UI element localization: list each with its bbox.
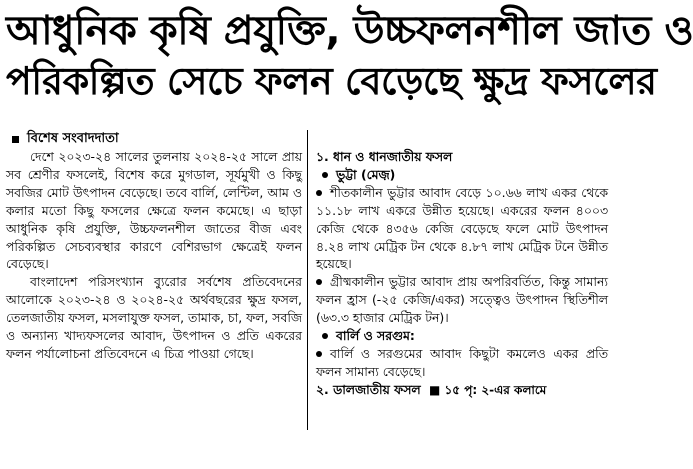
barley-heading-text: বার্লি ও সরগুম:: [336, 328, 415, 344]
maize-winter-item: [316, 184, 608, 274]
byline: [12, 129, 119, 150]
continued-note: ■ ১৫ পৃ: ২-এর কলামে: [428, 382, 547, 397]
bullet-dot-icon: [316, 279, 322, 285]
maize-heading: [316, 166, 608, 184]
square-bullet-icon: [12, 136, 19, 143]
section-heading-2-text: ২. ডালজাতীয় ফসল: [316, 381, 421, 397]
byline-text: বিশেষ সংবাদদাতা: [27, 131, 119, 146]
column-divider: [307, 130, 308, 430]
section-heading-1: ১. ধান ও ধানজাতীয় ফসল: [316, 149, 453, 164]
barley-item: [316, 345, 608, 381]
maize-summer-text: গ্রীষ্মকালীন ভুট্টার আবাদ প্রায় অপরিবর্তিত, কিন্তু সামান্য ফলন হ্রাস (-২৫ কেজি/একর) সত্ত্বেও উৎপাদন স্থিতিশীল (৬৩.৩ হাজার মেট্রিক টন)।: [316, 274, 608, 326]
maize-winter-text: শীতকালীন ভুট্টার আবাদ বেড়ে ১০.৬৬ লাখ একর থেকে ১১.১৮ লাখ একরে উন্নীত হয়েছে। একরের ফলন ৪০০৩ কেজি থেকে ৪৩৫৬ কেজি বেড়েছে ফলে মোট উৎপাদন ৪.২৪ লাখ মেট্রিক টন থেকে ৪.৮৭ লাখ মেট্রিক টনে উন্নীত হয়েছে।: [316, 184, 608, 272]
bullet-dot-icon: [316, 351, 322, 357]
maize-heading-text: ভুট্টা (মেজ়): [336, 166, 396, 182]
headline: [6, 6, 693, 106]
left-paragraph-2: বাংলাদেশ পরিসংখ্যান ব্যুরোর সর্বশেষ প্রতিবেদনের আলোকে ২০২৩-২৪ ও ২০২৪-২৫ অর্থবছরের ক্ষুদ্র ফসল, তেলজাতীয় ফসল, মসলাযুক্ত ফসল, তামাক, চা, ফল, সবজি ও অন্যান্য খাদ্যফসলের আবাদ, উৎপাদন ও প্রতি একরের ফলন পর্যালোচনা প্রতিবেদনে এ চিত্র পাওয়া গেছে।: [6, 274, 302, 361]
headline-line-2: পরিকল্পিত সেচে ফলন বেড়েছে ক্ষুদ্র ফসলের: [6, 59, 657, 103]
left-paragraph-1: দেশে ২০২৩-২৪ সালের তুলনায় ২০২৪-২৫ সালে প্রায় সব শ্রেণীর ফসলেই, বিশেষ করে মুগডাল, সূর্যমুখী ও কিছু সবজির মোট উৎপাদন বেড়েছে। তবে বার্লি, লেন্টিল, আম ও কলার মতো কিছু ফসলের ক্ষেত্রে ফলন কমেছে। এ ছাড়া আধুনিক কৃষি প্রযুক্তি, উচ্চফলনশীল জাতের বীজ এবং পরিকল্পিত সেচব্যবস্থার কারণে বেশিরভাগ ক্ষেত্রেই ফলন বেড়েছে।: [6, 149, 302, 272]
barley-heading: [316, 327, 608, 345]
section-heading-2: [316, 381, 608, 400]
right-column: [316, 148, 608, 400]
bullet-dot-icon: [322, 333, 328, 339]
bullet-dot-icon: [316, 190, 322, 196]
left-column: [6, 148, 302, 363]
barley-text: বার্লি ও সরগুমের আবাদ কিছুটা কমলেও একর প্রতি ফলন সামান্য বেড়েছে।: [316, 345, 608, 379]
maize-summer-item: [316, 273, 608, 327]
bullet-dot-icon: [322, 172, 328, 178]
headline-line-1: আধুনিক কৃষি প্রযুক্তি, উচ্চফলনশীল জাত ও: [6, 8, 693, 54]
